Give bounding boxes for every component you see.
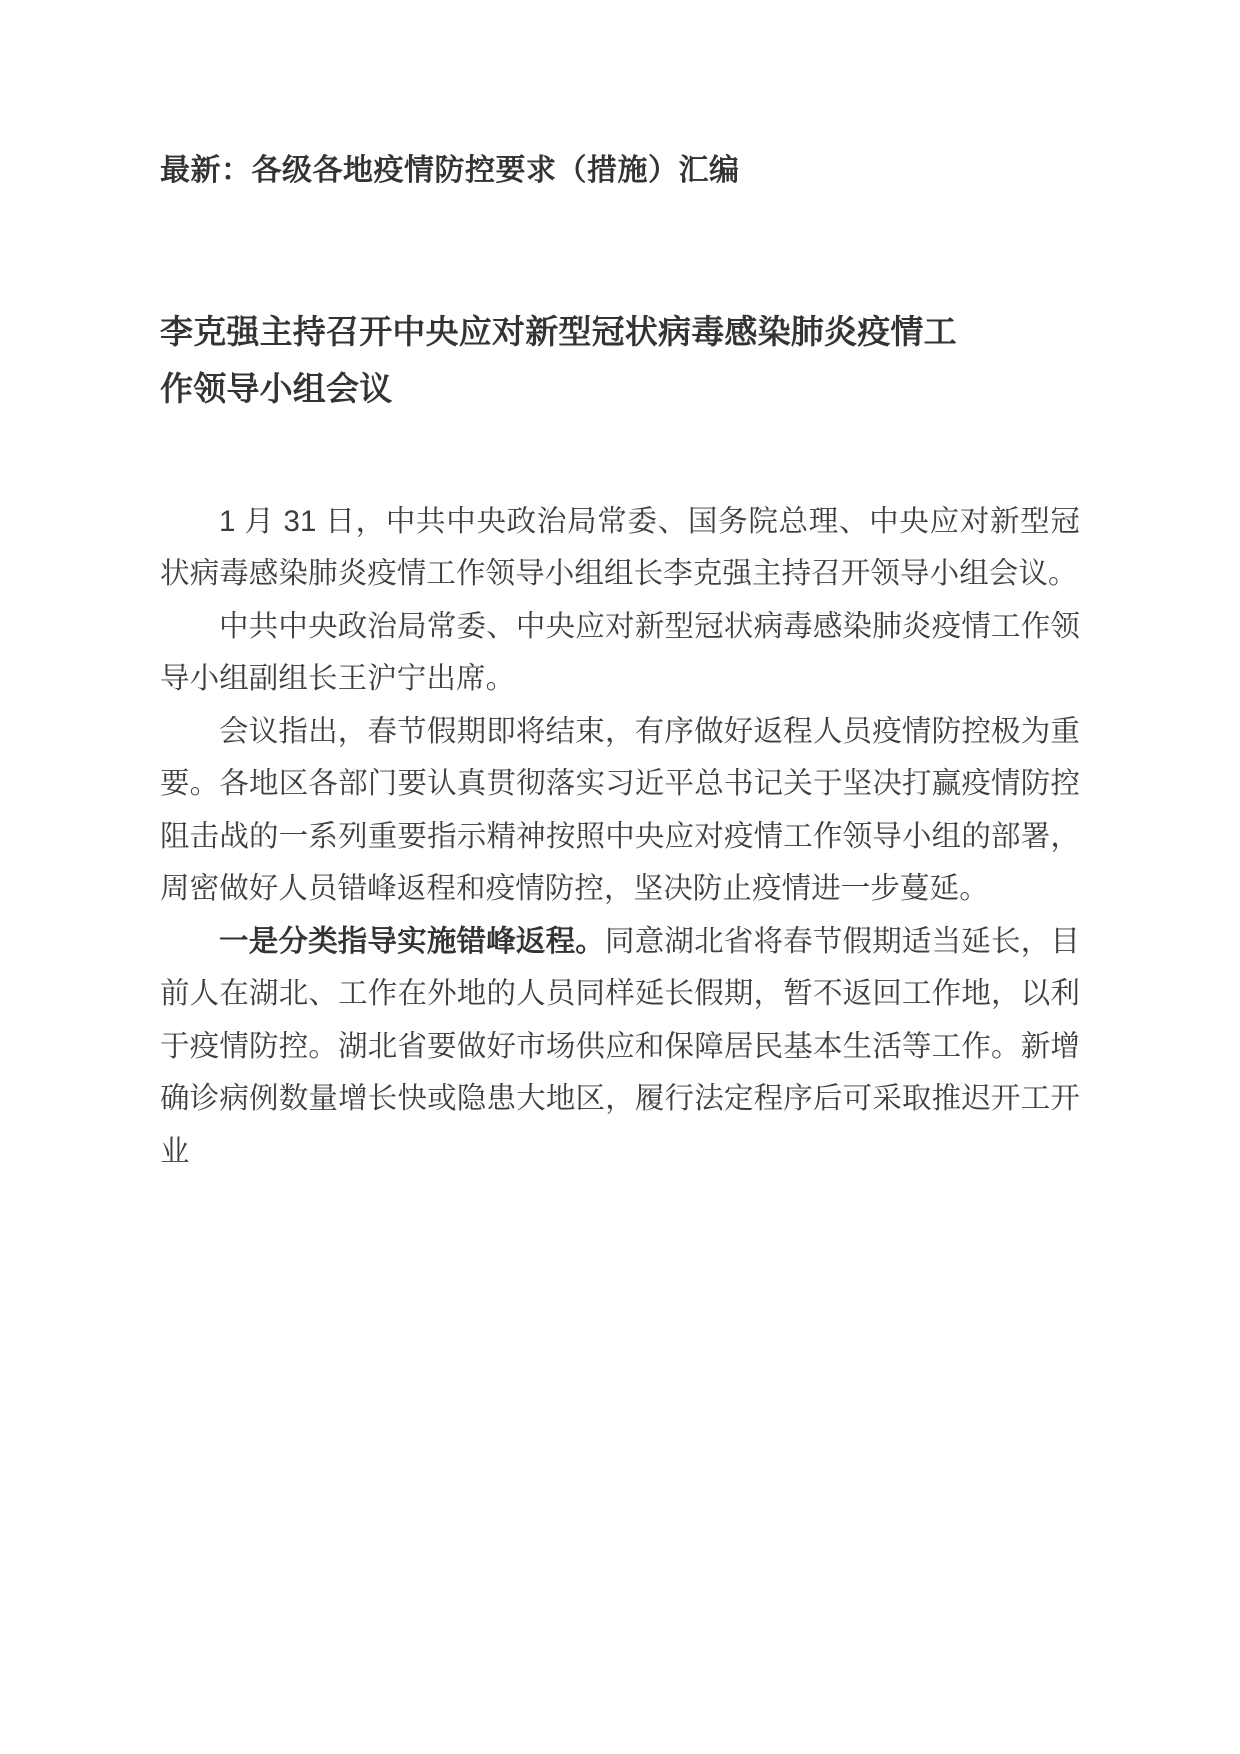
document-title: 最新：各级各地疫情防控要求（措施）汇编	[160, 154, 740, 187]
paragraph	[160, 706, 1080, 916]
paragraph	[160, 496, 1080, 601]
paragraph-text: 会议指出，春节假期即将结束，有序做好返程人员疫情防控极为重要。各地区各部门要认真贯彻落实习近平总书记关于坚决打赢疫情防控阻击战的一系列重要指示精神按照中央应对疫情工作领导小组的部署，周密做好人员错峰返程和疫情防控，坚决防止疫情进一步蔓延。	[160, 714, 1080, 905]
paragraph-text: 同意湖北省将春节假期适当延长，目前人在湖北、工作在外地的人员同样延长假期，暂不返回工作地，以利于疫情防控。湖北省要做好市场供应和保障居民基本生活等工作。新增确诊病例数量增长快或隐患大地区，履行法定程序后可采取推迟开工开业	[160, 924, 1080, 1168]
paragraph-lead: 一是分类指导实施错峰返程。	[219, 924, 605, 958]
paragraph-text: 1 月 31 日，中共中央政治局常委、国务院总理、中央应对新型冠状病毒感染肺炎疫情工作领导小组组长李克强主持召开领导小组会议。	[160, 504, 1080, 590]
section-heading: 李克强主持召开中央应对新型冠状病毒感染肺炎疫情工作领导小组会议	[160, 313, 957, 407]
paragraph	[160, 601, 1080, 706]
paragraph-text: 中共中央政治局常委、中央应对新型冠状病毒感染肺炎疫情工作领导小组副组长王沪宁出席。	[160, 609, 1080, 695]
paragraph	[160, 916, 1080, 1179]
document-body	[160, 418, 1080, 1179]
